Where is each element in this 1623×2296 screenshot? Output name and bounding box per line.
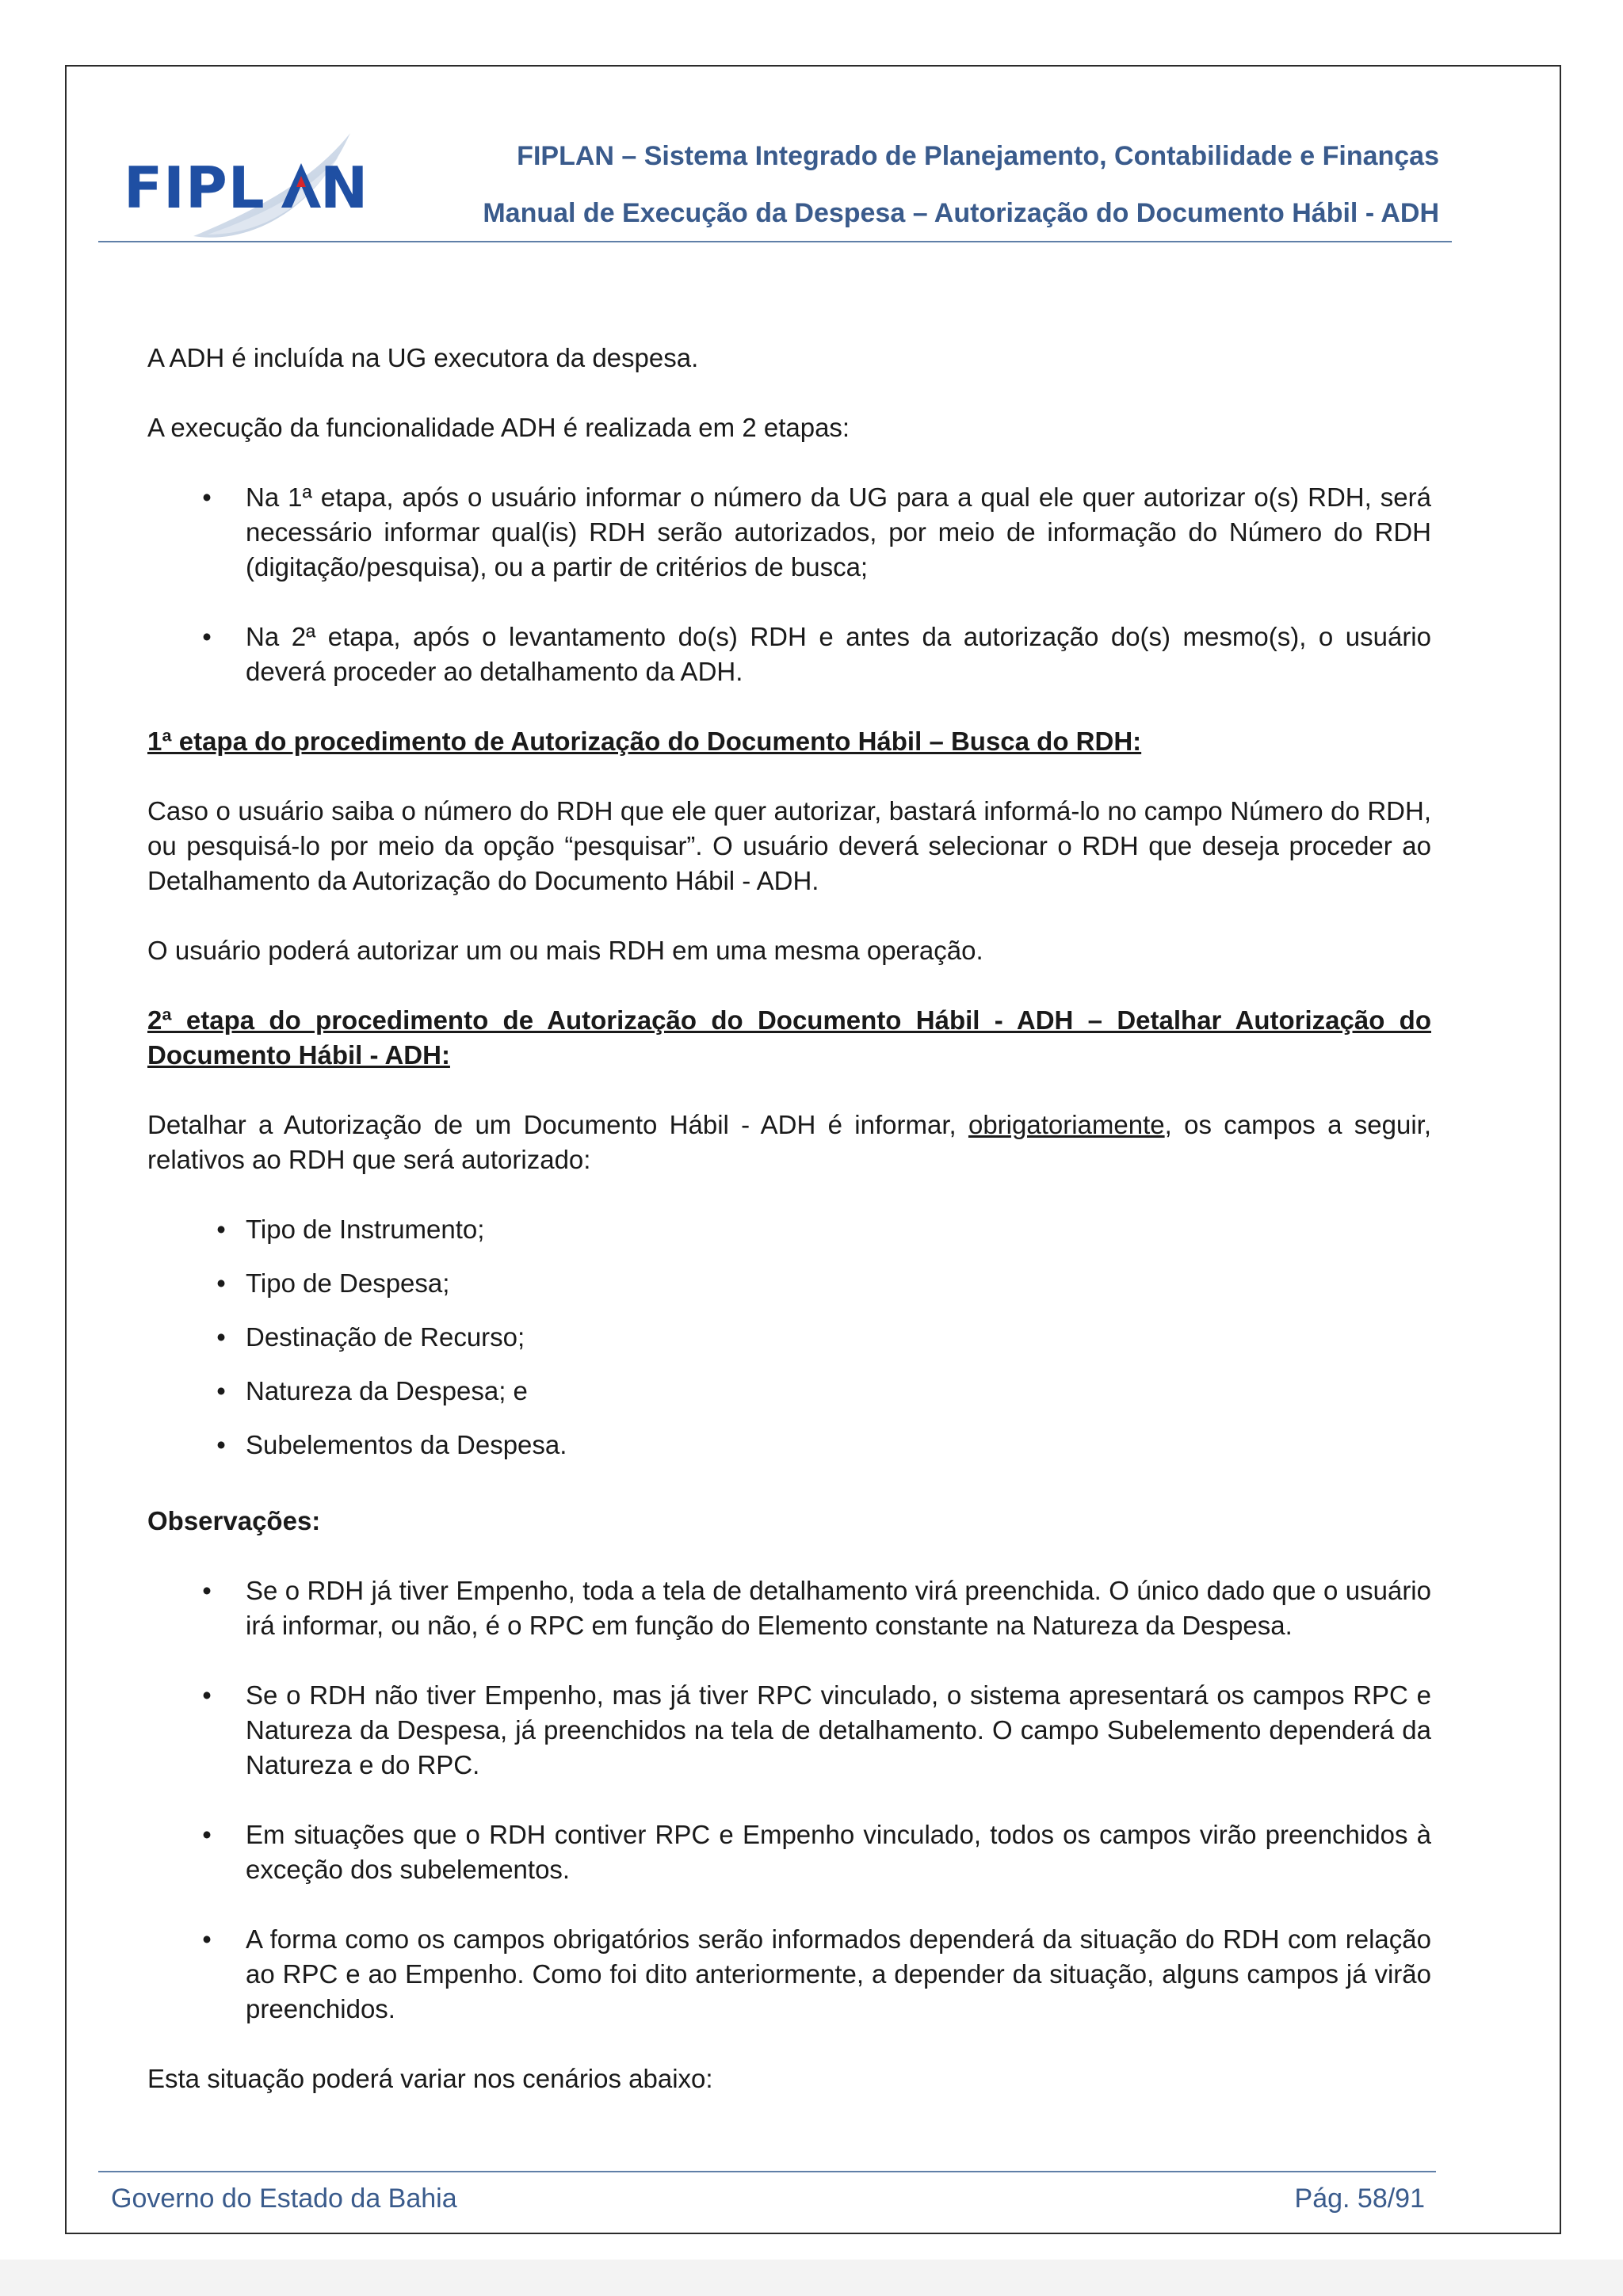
footer-organization: Governo do Estado da Bahia <box>111 2183 457 2214</box>
bullet-icon: • <box>216 1430 226 1459</box>
page-number: Pág. 58/91 <box>1294 2183 1425 2214</box>
section-heading: 1ª etapa do procedimento de Autorização do Documento Hábil – Busca do RDH: <box>147 727 1142 756</box>
bullet-icon: • <box>202 1576 212 1605</box>
paragraph: A ADH é incluída na UG executora da despesa. <box>147 343 699 372</box>
list-item: • A forma como os campos obrigatórios serão informados dependerá da situação do RDH com relação ao RPC e ao Empenho. Como foi dito anteriormente, a depender da situação, alguns campos já virão preenchidos. <box>147 1922 1431 2027</box>
steps-list <box>147 480 1431 689</box>
svg-text:N: N <box>320 154 369 221</box>
header-title: FIPLAN – Sistema Integrado de Planejamento, Contabilidade e Finanças <box>517 141 1439 171</box>
list-item: • Se o RDH não tiver Empenho, mas já tiver RPC vinculado, o sistema apresentará os campos RPC e Natureza da Despesa, já preenchidos na tela de detalhamento. O campo Subelemento dependerá da Natureza e do RPC. <box>147 1678 1431 1783</box>
list-item: • Subelementos da Despesa. <box>147 1428 1431 1463</box>
bullet-icon: • <box>216 1322 226 1352</box>
document-body <box>147 341 1431 2096</box>
list-item: • Na 2ª etapa, após o levantamento do(s) RDH e antes da autorização do(s) mesmo(s), o usuário deverá proceder ao detalhamento da ADH. <box>147 620 1431 689</box>
bullet-icon: • <box>216 1376 226 1405</box>
footer-divider <box>98 2171 1436 2172</box>
bullet-icon: • <box>202 1820 212 1849</box>
paragraph: O usuário poderá autorizar um ou mais RDH em uma mesma operação. <box>147 936 983 965</box>
fields-list <box>147 1212 1431 1463</box>
list-item: • Destinação de Recurso; <box>147 1320 1431 1355</box>
paragraph: Caso o usuário saiba o número do RDH que ele quer autorizar, bastará informá-lo no campo Número do RDH, ou pesquisá-lo por meio da opção “pesquisar”. O usuário deverá selecionar o RDH que deseja proceder ao Detalhamento da Autorização do Documento Hábil - ADH. <box>147 796 1431 895</box>
bullet-icon: • <box>202 1924 212 1954</box>
list-item: • Tipo de Instrumento; <box>147 1212 1431 1247</box>
emphasis-underline: obrigatoriamente <box>968 1110 1165 1139</box>
list-item: • Em situações que o RDH contiver RPC e Empenho vinculado, todos os campos virão preenchidos à exceção dos subelementos. <box>147 1817 1431 1887</box>
bullet-icon: • <box>202 1680 212 1710</box>
bullet-icon: • <box>216 1215 226 1244</box>
paragraph: A execução da funcionalidade ADH é realizada em 2 etapas: <box>147 413 850 442</box>
list-item: • Na 1ª etapa, após o usuário informar o número da UG para a qual ele quer autorizar o(s) RDH, será necessário informar qual(is) RDH serão autorizados, por meio de informação do Número do RDH (digitação/pesquisa), ou a partir de critérios de busca; <box>147 480 1431 585</box>
section-heading: 2ª etapa do procedimento de Autorização do Documento Hábil - ADH – Detalhar Autorização do Documento Hábil - ADH: <box>147 1005 1431 1070</box>
fiplan-logo <box>120 125 382 244</box>
list-item: • Se o RDH já tiver Empenho, toda a tela de detalhamento virá preenchida. O único dado que o usuário irá informar, ou não, é o RPC em função do Elemento constante na Natureza da Despesa. <box>147 1573 1431 1643</box>
paragraph: Detalhar a Autorização de um Documento Hábil - ADH é informar, obrigatoriamente, os campos a seguir, relativos ao RDH que será autorizado: <box>147 1110 1431 1174</box>
bullet-icon: • <box>202 482 212 512</box>
list-item: • Tipo de Despesa; <box>147 1266 1431 1301</box>
bullet-icon: • <box>216 1268 226 1298</box>
list-item: • Natureza da Despesa; e <box>147 1374 1431 1409</box>
bottom-band <box>0 2260 1623 2296</box>
paragraph: Esta situação poderá variar nos cenários abaixo: <box>147 2064 713 2093</box>
header-subtitle: Manual de Execução da Despesa – Autorização do Documento Hábil - ADH <box>483 198 1439 228</box>
observations-heading: Observações: <box>147 1506 321 1535</box>
svg-text:FIPL: FIPL <box>124 154 265 221</box>
header-divider <box>98 241 1452 242</box>
observations-list <box>147 1573 1431 2027</box>
bullet-icon: • <box>202 622 212 651</box>
